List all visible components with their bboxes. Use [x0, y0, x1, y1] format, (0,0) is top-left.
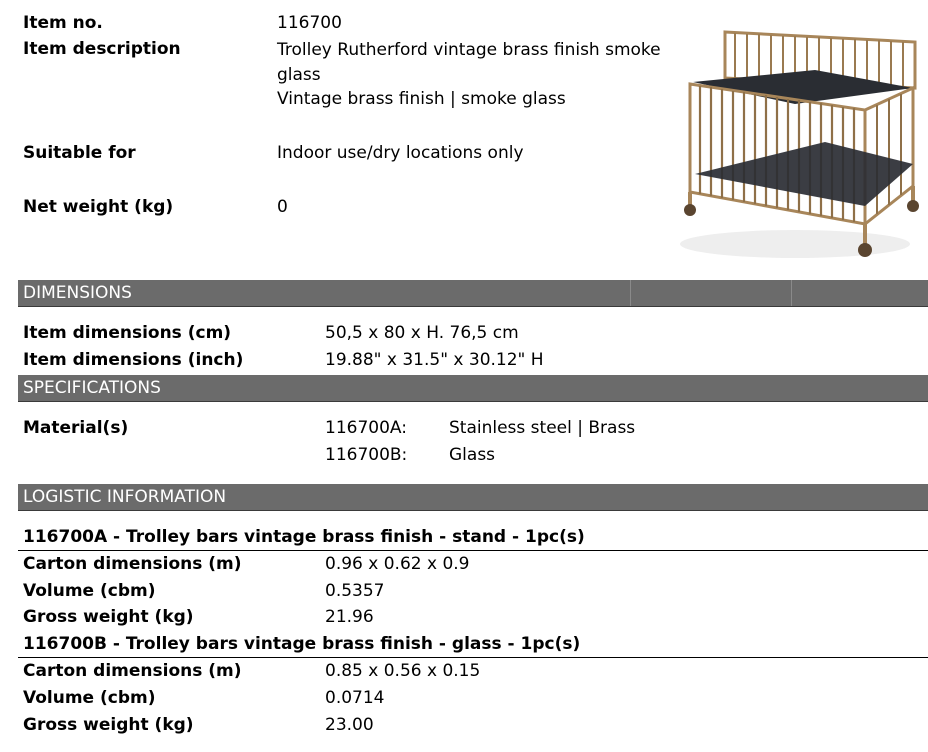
carton-dimensions-label: Carton dimensions (m)	[23, 661, 242, 681]
logistic-heading: LOGISTIC INFORMATION	[23, 487, 227, 507]
volume-label: Volume (cbm)	[23, 581, 156, 601]
carton-dimensions-value: 0.96 x 0.62 x 0.9	[325, 554, 470, 574]
suitable-for-value: Indoor use/dry locations only	[277, 143, 524, 163]
materials-label: Material(s)	[23, 418, 129, 438]
volume-value: 0.0714	[325, 688, 385, 708]
band-divider	[791, 280, 792, 306]
carton-dimensions-label: Carton dimensions (m)	[23, 554, 242, 574]
volume-value: 0.5357	[325, 581, 385, 601]
material-code: 116700B:	[325, 445, 408, 465]
package-divider	[18, 550, 928, 551]
net-weight-value: 0	[277, 197, 288, 217]
gross-weight-value: 21.96	[325, 607, 374, 627]
dimensions-header	[18, 280, 928, 307]
item-no-value: 116700	[277, 13, 342, 33]
gross-weight-label: Gross weight (kg)	[23, 607, 194, 627]
item-dimensions-cm-value: 50,5 x 80 x H. 76,5 cm	[325, 323, 519, 343]
net-weight-label: Net weight (kg)	[23, 197, 174, 217]
gross-weight-label: Gross weight (kg)	[23, 715, 194, 735]
item-description-line: glass	[277, 64, 321, 85]
item-dimensions-inch-value: 19.88" x 31.5" x 30.12" H	[325, 350, 544, 370]
package-title: 116700B - Trolley bars vintage brass finish - glass - 1pc(s)	[23, 634, 581, 654]
dimensions-heading: DIMENSIONS	[23, 283, 132, 303]
logistic-header	[18, 484, 928, 511]
package-divider	[18, 657, 928, 658]
item-description-line: Vintage brass finish | smoke glass	[277, 89, 566, 109]
item-description-value	[277, 38, 661, 112]
volume-label: Volume (cbm)	[23, 688, 156, 708]
material-code: 116700A:	[325, 418, 407, 438]
trolley-illustration	[675, 24, 925, 269]
item-no-label: Item no.	[23, 13, 103, 33]
item-dimensions-cm-label: Item dimensions (cm)	[23, 323, 232, 343]
item-description-line: Trolley Rutherford vintage brass finish smoke	[277, 40, 661, 60]
band-divider	[630, 280, 631, 306]
product-image	[675, 24, 925, 269]
item-description-label: Item description	[23, 39, 181, 59]
material-value: Stainless steel | Brass	[449, 418, 636, 438]
gross-weight-value: 23.00	[325, 715, 374, 735]
item-dimensions-inch-label: Item dimensions (inch)	[23, 350, 244, 370]
suitable-for-label: Suitable for	[23, 143, 136, 163]
package-title: 116700A - Trolley bars vintage brass finish - stand - 1pc(s)	[23, 527, 585, 547]
material-value: Glass	[449, 445, 496, 465]
specifications-heading: SPECIFICATIONS	[23, 378, 161, 398]
carton-dimensions-value: 0.85 x 0.56 x 0.15	[325, 661, 481, 681]
specifications-header	[18, 375, 928, 402]
